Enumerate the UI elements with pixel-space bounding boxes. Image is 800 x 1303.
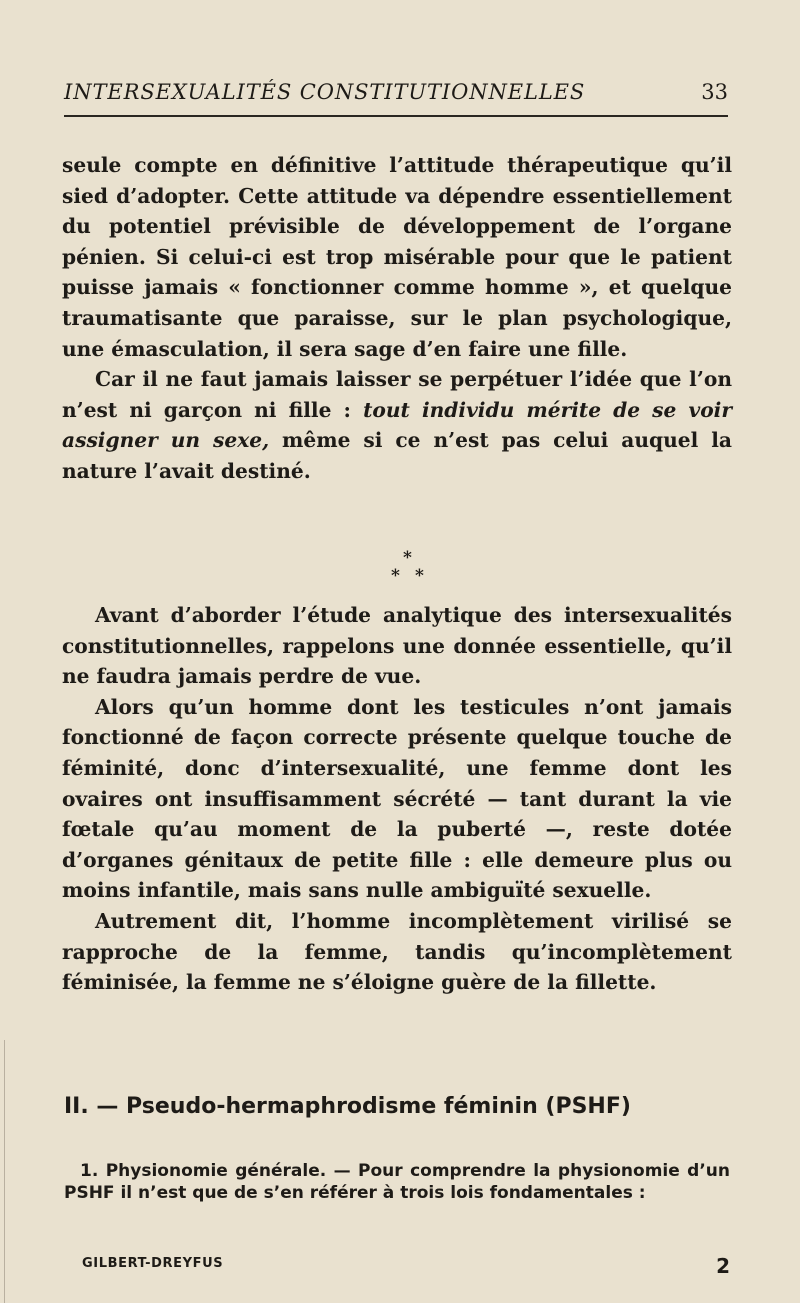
asterisk-glyph: * <box>415 566 424 586</box>
asterism-separator <box>0 548 800 588</box>
subsection-text: Pour comprendre la physionomie d’un PSHF il n’est que de s’en référer à trois lois fondamentales : <box>64 1161 730 1203</box>
subsection-heading: 1. Physionomie générale. — <box>80 1161 351 1181</box>
paragraph-intro: Avant d’aborder l’étude analytique des intersexualités constitutionnelles, rappelons une donnée essentielle, qu’il ne faudra jamais perdre de vue. <box>62 603 732 689</box>
paragraph-continuation: seule compte en définitive l’attitude thérapeutique qu’il sied d’adopter. Cette attitude va dépendre essentiellement du potentiel prévisible de développement de l’organe pénien. Si celui-ci est trop misérable pour que le patient puisse jamais « fonctionner comme homme », et quelque traumatisante que paraisse, sur le plan psychologique, une émasculation, il sera sage d’en faire une fille. <box>62 153 732 361</box>
paragraph-comparison: Alors qu’un homme dont les testicules n’ont jamais fonctionné de façon correcte présente quelque touche de féminité, donc d’intersexualité, une femme dont les ovaires ont insuffisamment sécrété — tant durant la vie fœtale qu’au moment de la puberté —, reste dotée d’organes génitaux de petite fille : elle demeure plus ou moins infantile, mais sans nulle ambiguïté sexuelle. <box>62 694 732 903</box>
page-number: 33 <box>701 80 728 104</box>
printer-signature: GILBERT-DREYFUS <box>82 1256 224 1271</box>
section-heading: II. — Pseudo-hermaphrodisme féminin (PSHF) <box>64 1094 631 1119</box>
subsection-paragraph <box>64 1160 730 1204</box>
running-head <box>64 80 728 114</box>
paragraph-text: même si ce n’est pas celui auquel la nature l’avait destiné. <box>62 428 732 483</box>
paragraph-text: Car il ne faut jamais laisser se perpétuer l’idée que l’on n’est ni garçon ni fille : <box>62 367 732 422</box>
asterisk-glyph: * <box>403 548 412 568</box>
paragraph-conclusion: Autrement dit, l’homme incomplètement virilisé se rapproche de la femme, tandis qu’incomplètement féminisée, la femme ne s’éloigne guère de la fillette. <box>62 908 732 995</box>
emphasis-text: tout individu mérite de se voir assigner un sexe, <box>62 397 732 453</box>
running-title: INTERSEXUALITÉS CONSTITUTIONNELLES <box>64 80 586 104</box>
header-rule <box>64 115 728 117</box>
scan-edge-line <box>4 1040 5 1303</box>
asterisk-glyph: * <box>391 566 400 586</box>
text-block-upper <box>62 150 732 487</box>
paragraph-sex-assignment <box>62 364 732 486</box>
sheet-number: 2 <box>716 1254 730 1278</box>
text-block-lower <box>62 600 732 998</box>
